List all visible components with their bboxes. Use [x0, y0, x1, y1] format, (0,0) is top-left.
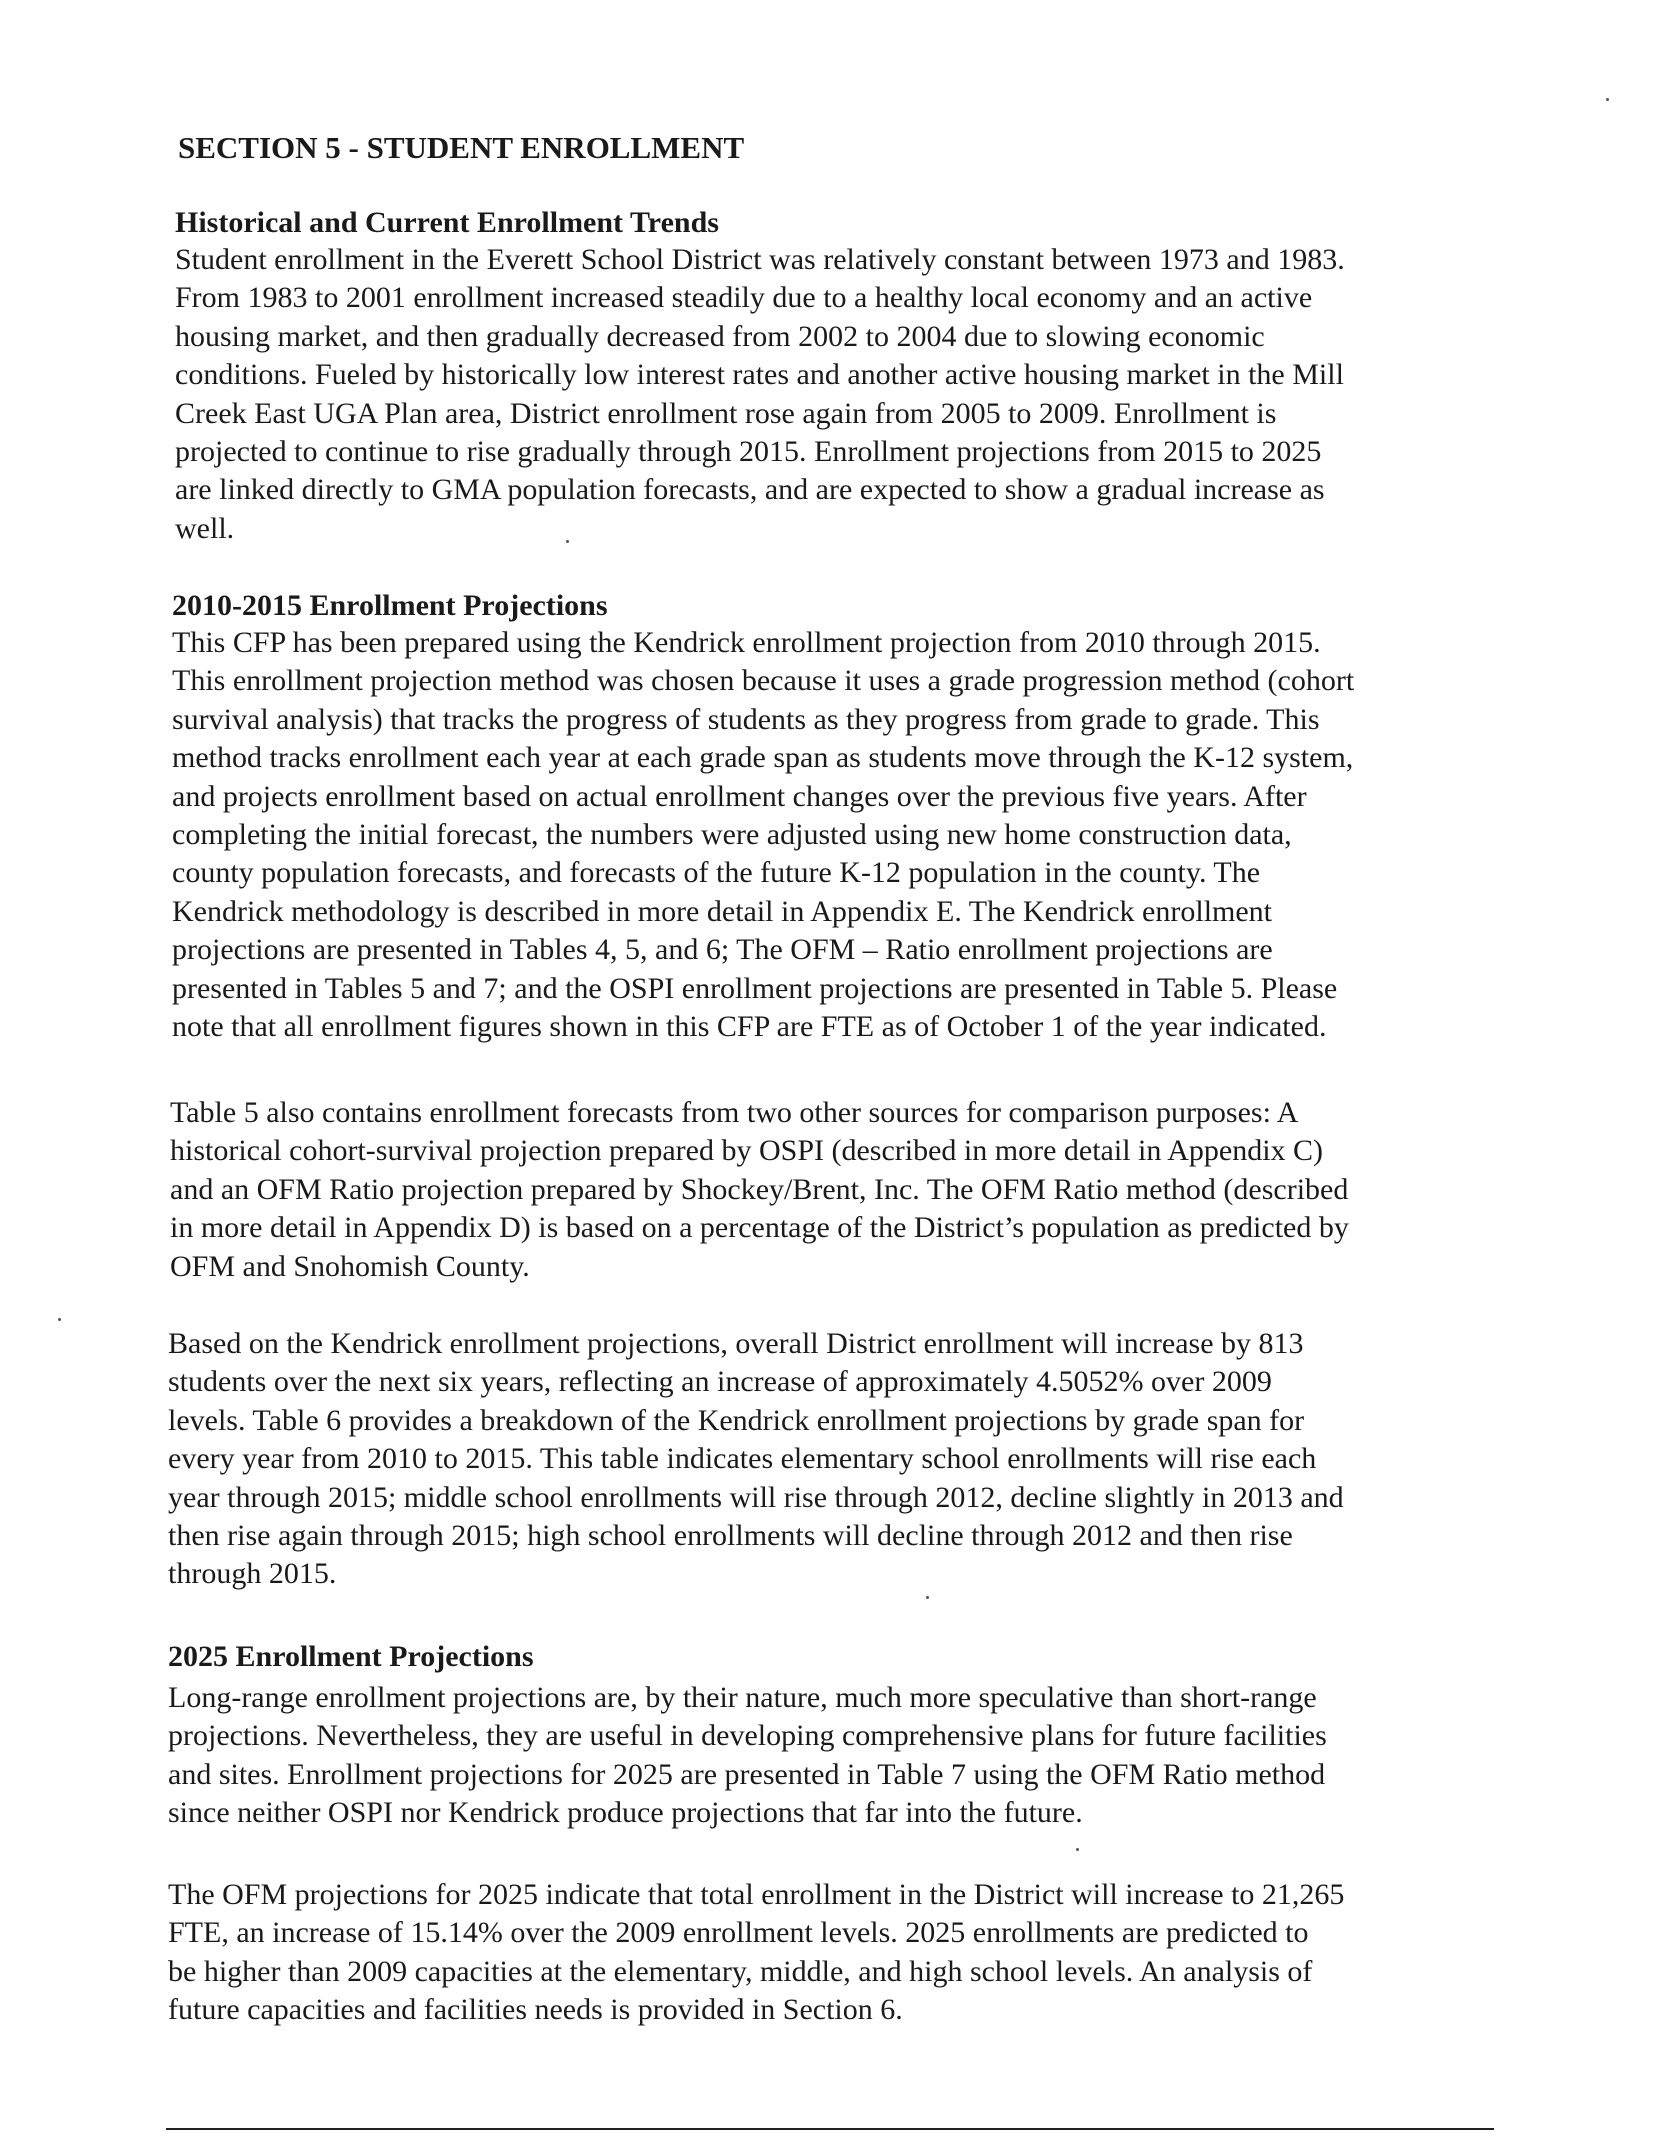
text-line: Creek East UGA Plan area, District enrollment rose again from 2005 to 2009. Enrollment is	[175, 396, 1277, 430]
footer-rule	[166, 2128, 1494, 2130]
paragraph-kendrick-results	[168, 1325, 1344, 1594]
section-title: SECTION 5 - STUDENT ENROLLMENT	[178, 130, 745, 165]
text-line: are linked directly to GMA population forecasts, and are expected to show a gradual increase as	[175, 473, 1325, 507]
text-line: completing the initial forecast, the numbers were adjusted using new home construction data,	[172, 818, 1292, 852]
text-line: housing market, and then gradually decreased from 2002 to 2004 due to slowing economic	[175, 319, 1265, 353]
text-line: projections. Nevertheless, they are useful in developing comprehensive plans for future facilities	[168, 1719, 1327, 1753]
text-line: then rise again through 2015; high school enrollments will decline through 2012 and then rise	[168, 1519, 1293, 1553]
text-line: survival analysis) that tracks the progress of students as they progress from grade to grade. This	[172, 702, 1320, 736]
text-line: OFM and Snohomish County.	[170, 1249, 530, 1283]
scan-speck	[1076, 1848, 1079, 1851]
text-line: historical cohort-survival projection prepared by OSPI (described in more detail in Appendix C)	[170, 1134, 1324, 1168]
text-line: be higher than 2009 capacities at the elementary, middle, and high school levels. An analysis of	[168, 1954, 1313, 1988]
text-line: and sites. Enrollment projections for 2025 are presented in Table 7 using the OFM Ratio method	[168, 1757, 1326, 1791]
text-line: year through 2015; middle school enrollments will rise through 2012, decline slightly in 2013 and	[168, 1480, 1344, 1514]
text-line: Long-range enrollment projections are, by their nature, much more speculative than short-range	[168, 1681, 1317, 1714]
text-line: FTE, an increase of 15.14% over the 2009 enrollment levels. 2025 enrollments are predicted to	[168, 1916, 1309, 1950]
text-line: presented in Tables 5 and 7; and the OSPI enrollment projections are presented in Table 5. Please	[172, 971, 1338, 1005]
text-line: conditions. Fueled by historically low interest rates and another active housing market in the Mill	[175, 358, 1344, 392]
heading-historical-enrollment: Historical and Current Enrollment Trends	[175, 206, 719, 239]
paragraph-long-range	[168, 1679, 1327, 1833]
text-line: in more detail in Appendix D) is based on a percentage of the District’s population as predicted by	[170, 1211, 1349, 1245]
text-line: Student enrollment in the Everett School District was relatively constant between 1973 and 1983.	[175, 243, 1345, 276]
text-line: method tracks enrollment each year at each grade span as students move through the K-12 system,	[172, 741, 1354, 775]
text-line: and an OFM Ratio projection prepared by Shockey/Brent, Inc. The OFM Ratio method (described	[170, 1172, 1349, 1206]
text-line: The OFM projections for 2025 indicate that total enrollment in the District will increase to 21,265	[168, 1878, 1345, 1911]
text-line: Based on the Kendrick enrollment projections, overall District enrollment will increase by 813	[168, 1327, 1304, 1360]
text-line: since neither OSPI nor Kendrick produce projections that far into the future.	[168, 1796, 1083, 1830]
scan-speck	[566, 540, 569, 543]
text-line: projections are presented in Tables 4, 5, and 6; The OFM – Ratio enrollment projections are	[172, 933, 1273, 967]
text-line: Table 5 also contains enrollment forecasts from two other sources for comparison purposes: A	[170, 1096, 1299, 1129]
scan-speck	[58, 1318, 61, 1321]
heading-2010-2015-projections: 2010-2015 Enrollment Projections	[172, 589, 608, 622]
text-line: projected to continue to rise gradually through 2015. Enrollment projections from 2015 to 2025	[175, 435, 1322, 469]
text-line: From 1983 to 2001 enrollment increased steadily due to a healthy local economy and an active	[175, 281, 1313, 315]
text-line: students over the next six years, reflecting an increase of approximately 4.5052% over 2009	[168, 1365, 1272, 1399]
text-line: and projects enrollment based on actual enrollment changes over the previous five years. After	[172, 779, 1307, 813]
text-line: note that all enrollment figures shown in this CFP are FTE as of October 1 of the year indicated.	[172, 1010, 1327, 1044]
scan-speck	[926, 1596, 929, 1599]
text-line: This enrollment projection method was chosen because it uses a grade progression method (cohort	[172, 664, 1355, 698]
text-line: well.	[175, 511, 235, 545]
paragraph-kendrick-method	[172, 624, 1354, 1046]
text-line: levels. Table 6 provides a breakdown of the Kendrick enrollment projections by grade span for	[168, 1403, 1305, 1437]
heading-2025-projections: 2025 Enrollment Projections	[168, 1640, 534, 1673]
paragraph-ofm-2025	[168, 1876, 1344, 2030]
paragraph-table5-sources	[170, 1094, 1349, 1286]
text-line: future capacities and facilities needs is provided in Section 6.	[168, 1993, 903, 2027]
text-line: every year from 2010 to 2015. This table indicates elementary school enrollments will rise each	[168, 1442, 1317, 1476]
text-line: Kendrick methodology is described in more detail in Appendix E. The Kendrick enrollment	[172, 894, 1273, 928]
text-line: through 2015.	[168, 1557, 337, 1591]
text-line: county population forecasts, and forecasts of the future K-12 population in the county. The	[172, 856, 1261, 890]
text-line: This CFP has been prepared using the Kendrick enrollment projection from 2010 through 2015.	[172, 626, 1321, 659]
scan-speck	[1606, 98, 1609, 101]
paragraph-historical-enrollment	[175, 241, 1345, 548]
